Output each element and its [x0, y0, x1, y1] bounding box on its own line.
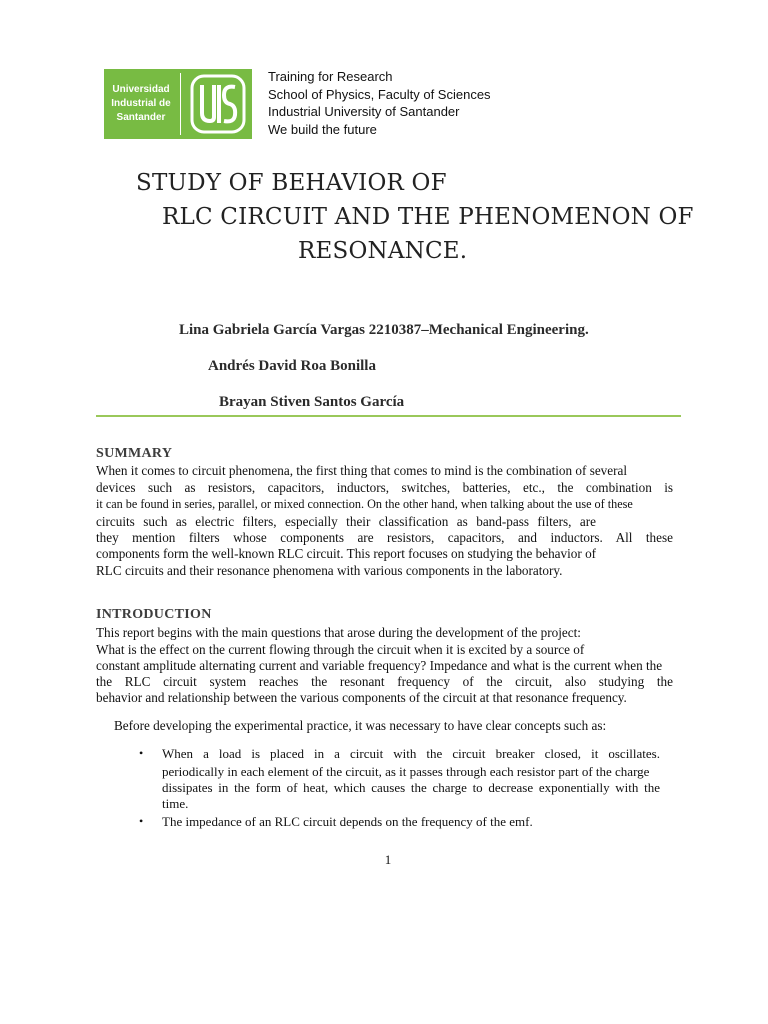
header-line: Industrial University of Santander	[268, 104, 460, 119]
logo-wordmark	[104, 69, 178, 139]
logo-text-line: Santander	[116, 112, 166, 123]
bullet-icon: •	[139, 746, 144, 760]
intro-line: behavior and relationship between the various components of the circuit at that resonance frequency.	[96, 690, 627, 705]
horizontal-rule	[96, 415, 681, 417]
summary-line: circuits such as electric filters, especially their classification as band-pass filters, are	[96, 514, 596, 529]
page-number: 1	[384, 852, 392, 867]
summary-line: components form the well-known RLC circuit. This report focuses on studying the behavior of	[96, 546, 597, 561]
intro-line: constant amplitude alternating current and variable frequency? Impedance and what is the current when the	[96, 658, 663, 673]
bullet-line: The impedance of an RLC circuit depends on the frequency of the emf.	[162, 814, 533, 829]
bullet-line: time.	[162, 796, 189, 811]
summary-line: When it comes to circuit phenomena, the first thing that comes to mind is the combination of several	[96, 463, 628, 478]
university-logo	[104, 69, 252, 139]
logo-divider	[180, 73, 181, 135]
header-line: Training for Research	[268, 69, 393, 84]
summary-line: RLC circuits and their resonance phenomena with various components in the laboratory.	[96, 563, 563, 578]
introduction-heading: INTRODUCTION	[96, 607, 212, 622]
title-line-2: RLC CIRCUIT AND THE PHENOMENON OF	[162, 204, 694, 230]
logo-text-line: Industrial de	[111, 98, 171, 109]
author-3: Brayan Stiven Santos García	[219, 394, 405, 410]
bullet-icon: •	[139, 814, 144, 828]
header-line: School of Physics, Faculty of Sciences	[268, 86, 491, 102]
author-1: Lina Gabriela García Vargas 2210387–Mechanical Engineering.	[179, 322, 589, 338]
header-line: We build the future	[268, 121, 377, 137]
title-line-1: STUDY OF BEHAVIOR OF	[136, 170, 447, 196]
header-info	[268, 68, 568, 138]
intro-lead: Before developing the experimental practice, it was necessary to have clear concepts such as:	[114, 718, 607, 733]
bullet-line: dissipates in the form of heat, which causes the charge to decrease exponentially with the	[162, 780, 660, 795]
intro-line: the RLC circuit system reaches the resonant frequency of the circuit, also studying the	[96, 674, 673, 689]
summary-heading: SUMMARY	[96, 446, 173, 461]
bullet-line: When a load is placed in a circuit with the circuit breaker closed, it oscillates.	[162, 746, 660, 761]
summary-line: they mention filters whose components are resistors, capacitors, and inductors. All these	[96, 530, 673, 545]
title-line-3: RESONANCE.	[298, 238, 468, 264]
uis-emblem-icon	[188, 73, 248, 135]
author-2: Andrés David Roa Bonilla	[208, 358, 376, 374]
logo-text-line: Universidad	[112, 84, 170, 95]
summary-line: devices such as resistors, capacitors, inductors, switches, batteries, etc., the combination is	[96, 480, 673, 495]
bullet-line: periodically in each element of the circuit, as it passes through each resistor part of the charge	[162, 764, 650, 779]
summary-line: it can be found in series, parallel, or mixed connection. On the other hand, when talking about the use of these	[96, 497, 633, 511]
intro-line: This report begins with the main questions that arose during the development of the project:	[96, 625, 581, 640]
intro-line: What is the effect on the current flowing through the circuit when it is excited by a source of	[96, 642, 585, 657]
